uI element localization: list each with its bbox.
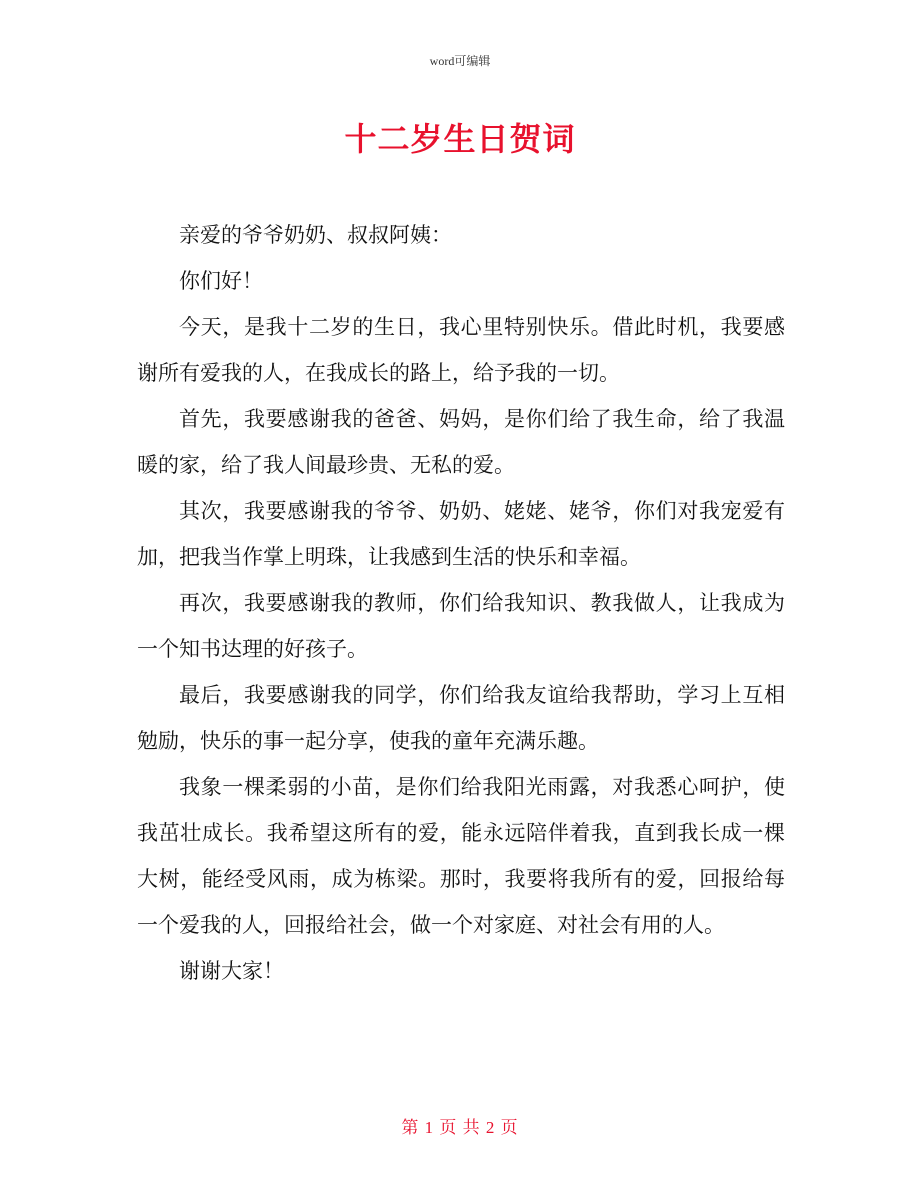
document-body xyxy=(137,212,785,994)
header-note: word可编辑 xyxy=(429,54,491,68)
body-paragraph: 我象一棵柔弱的小苗，是你们给我阳光雨露，对我悉心呵护，使我茁壮成长。我希望这所有的爱，能永远陪伴着我，直到我长成一棵大树，能经受风雨，成为栋梁。那时，我要将我所有的爱，回报给每一个爱我的人，回报给社会，做一个对家庭、对社会有用的人。 xyxy=(137,775,785,937)
salutation-paragraph: 亲爱的爷爷奶奶、叔叔阿姨： xyxy=(179,223,452,247)
body-paragraph: 首先，我要感谢我的爸爸、妈妈，是你们给了我生命，给了我温暖的家，给了我人间最珍贵、无私的爱。 xyxy=(137,407,785,477)
body-paragraph: 今天，是我十二岁的生日，我心里特别快乐。借此时机，我要感谢所有爱我的人，在我成长的路上，给予我的一切。 xyxy=(137,315,785,385)
body-paragraph: 再次，我要感谢我的教师，你们给我知识、教我做人，让我成为一个知书达理的好孩子。 xyxy=(137,591,785,661)
document-title: 十二岁生日贺词 xyxy=(344,120,576,158)
body-paragraph: 其次，我要感谢我的爷爷、奶奶、姥姥、姥爷，你们对我宠爱有加，把我当作掌上明珠，让我感到生活的快乐和幸福。 xyxy=(137,499,785,569)
page-number: 第 1 页 共 2 页 xyxy=(401,1118,519,1137)
greeting-paragraph: 你们好！ xyxy=(179,269,263,293)
body-paragraph: 最后，我要感谢我的同学，你们给我友谊给我帮助，学习上互相勉励，快乐的事一起分享，使我的童年充满乐趣。 xyxy=(137,683,785,753)
closing-paragraph: 谢谢大家！ xyxy=(179,959,284,983)
